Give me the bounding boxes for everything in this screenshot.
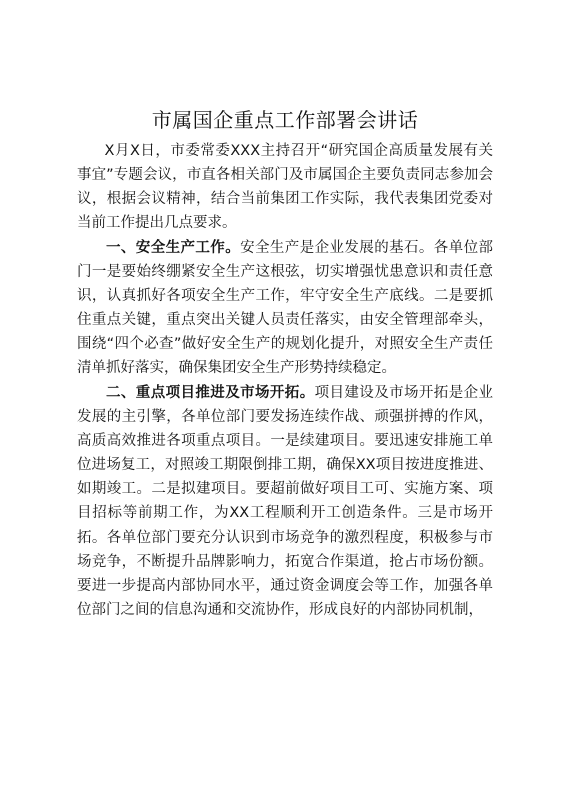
document-body (77, 139, 493, 622)
paragraph-intro (77, 139, 493, 236)
paragraph-projects (77, 381, 493, 623)
section-heading: 一、安全生产工作。 (106, 239, 241, 256)
paragraph-text: X月X日，市委常委XXX主持召开“研究国企高质量发展有关事宜”专题会议，市直各相关部门及市属国企主要负责同志参加会议，根据会议精神，结合当前集团工作实际，我代表集团党委对当前工作提出几点要求。 (77, 143, 493, 232)
section-heading: 二、重点项目推进及市场开拓。 (106, 384, 315, 401)
paragraph-text: 项目建设及市场开拓是企业发展的主引擎，各单位部门要发扬连续作战、顽强拼搏的作风，高质高效推进各项重点项目。一是续建项目。要迅速安排施工单位进场复工，对照竣工期限倒排工期，确保XX项目按进度推进、如期竣工。二是拟建项目。要超前做好项目工可、实施方案、项目招标等前期工作，为XX工程顺利开工创造条件。三是市场开拓。各单位部门要充分认识到市场竞争的激烈程度，积极参与市场竞争，不断提升品牌影响力，拓宽合作渠道，抢占市场份额。要进一步提高内部协同水平，通过资金调度会等工作，加强各单位部门之间的信息沟通和交流协作，形成良好的内部协同机制， (77, 384, 494, 618)
paragraph-safety (77, 236, 493, 381)
paragraph-text: 安全生产是企业发展的基石。各单位部门一是要始终绷紧安全生产这根弦，切实增强忧患意识和责任意识，认真抓好各项安全生产工作，牢守安全生产底线。二是要抓住重点关键，重点突出关键人员责任落实，由安全管理部牵头，围绕“四个必查”做好安全生产的规划化提升，对照安全生产责任清单抓好落实，确保集团安全生产形势持续稳定。 (77, 239, 494, 377)
document-title: 市属国企重点工作部署会讲话 (151, 108, 419, 132)
